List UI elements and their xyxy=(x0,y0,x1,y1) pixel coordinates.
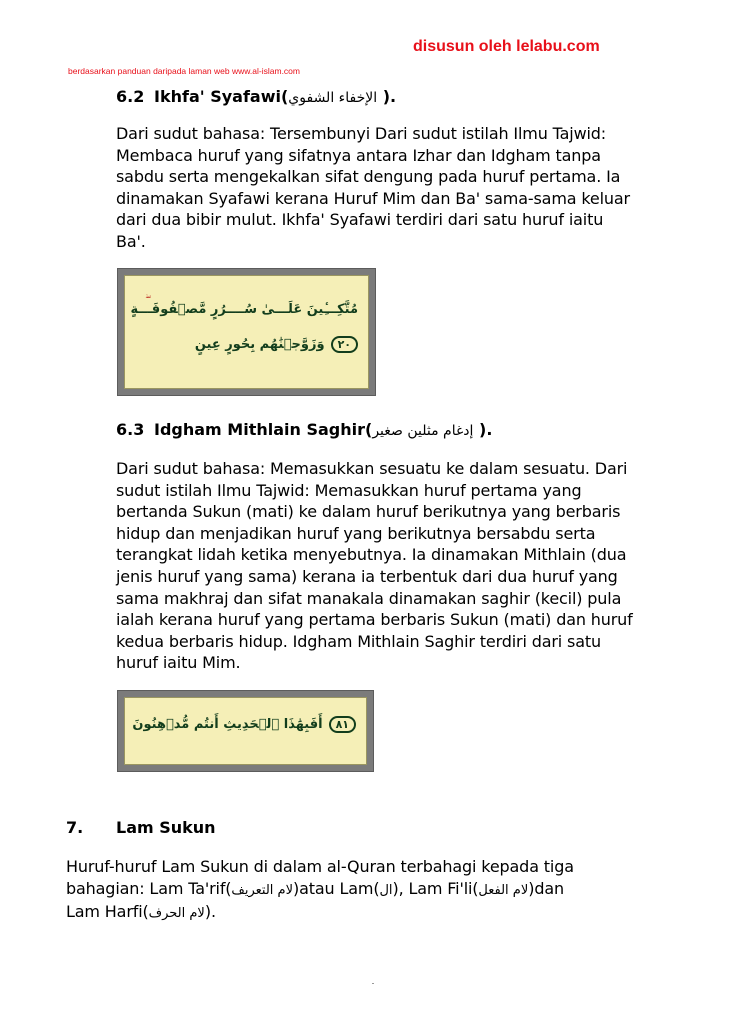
body-line: terangkat lidah ketika menyebutnya. Ia dinamakan Mithlain (dua xyxy=(116,545,627,565)
quran-verse-line: ٢٠وَزَوَّجۡنَٰهُم بِحُورٍ عِينٍ xyxy=(125,336,358,353)
credit-text: disusun oleh lelabu.com xyxy=(413,38,600,55)
section-title: Idgham Mithlain Saghir( xyxy=(154,420,373,439)
section-title-arabic: إدغام مثلين صغير xyxy=(372,423,474,439)
section-number: 6.3 xyxy=(116,420,145,439)
section-number: 7. xyxy=(66,818,84,837)
body-line: Ba'. xyxy=(116,231,146,251)
body-line: ialah kerana huruf yang pertama berbaris Sukun (mati) dan huruf xyxy=(116,610,633,630)
quran-verse-image-2 xyxy=(117,690,374,772)
body-line: Membaca huruf yang sifatnya antara Izhar dan Idgham tanpa xyxy=(116,145,601,165)
arabic-term: لام الفعل xyxy=(478,882,529,898)
section-6-3-heading xyxy=(116,420,492,439)
quran-verse-line: مُتَّكِـــِٔينَ عَلَـــىٰ سُــــرُرٍ مَّصۡفُوفَـــةٍ xyxy=(130,302,358,317)
section-7-body xyxy=(66,856,574,925)
body-line: Huruf-huruf Lam Sukun di dalam al-Quran terbahagi kepada tiga xyxy=(66,857,574,876)
body-line: dari dua bibir mulut. Ikhfa' Syafawi terdiri dari satu huruf iaitu xyxy=(116,210,604,230)
source-note: berdasarkan panduan daripada laman web www.al-islam.com xyxy=(68,66,300,76)
section-title: Ikhfa' Syafawi( xyxy=(154,87,289,106)
body-line: Lam Harfi(لام الحرف). xyxy=(66,902,216,922)
body-line: sabdu serta mengekalkan sifat dengung pada huruf pertama. Ia xyxy=(116,167,621,187)
section-title-close: ). xyxy=(377,87,397,106)
section-title: Lam Sukun xyxy=(116,818,216,837)
section-title-arabic: الإخفاء الشفوي xyxy=(288,90,378,106)
arabic-term: لام التعريف xyxy=(231,882,294,898)
body-line: huruf iaitu Mim. xyxy=(116,653,241,673)
arabic-term: ال xyxy=(379,882,393,898)
body-line: dinamakan Syafawi kerana Huruf Mim dan Ba' sama-sama keluar xyxy=(116,188,630,208)
verse-number: ٢٠ xyxy=(331,336,358,353)
section-6-2-body xyxy=(116,123,630,253)
body-line: jenis huruf yang sama) kerana ia terbentuk dari dua huruf yang xyxy=(116,566,618,586)
body-line: bahagian: Lam Ta'rif(لام التعريف)atau Lam(ال), Lam Fi'li(لام الفعل)dan xyxy=(66,878,564,898)
quran-verse-line: ٨١أَفَبِهَٰذَا ٱلۡحَدِيثِ أَنتُم مُّدۡهِنُونَ xyxy=(125,716,356,733)
body-line: sama makhraj dan sifat manakala dinamakan saghir (kecil) pula xyxy=(116,588,622,608)
body-line: hidup dan menjadikan huruf yang berikutnya bersabdu serta xyxy=(116,523,596,543)
verse-number: ٨١ xyxy=(329,716,356,733)
body-line: Dari sudut bahasa: Tersembunyi Dari sudut istilah Ilmu Tajwid: xyxy=(116,124,607,143)
section-7-heading xyxy=(66,818,216,837)
section-title-close: ). xyxy=(473,420,493,439)
body-line: sudut istilah Ilmu Tajwid: Memasukkan huruf pertama yang xyxy=(116,480,582,500)
section-number: 6.2 xyxy=(116,87,145,106)
body-line: bertanda Sukun (mati) ke dalam huruf berikutnya yang berbaris xyxy=(116,502,621,522)
arabic-term: لام الحرف xyxy=(148,906,205,922)
section-6-3-body xyxy=(116,458,633,674)
section-6-2-heading xyxy=(116,87,396,106)
body-line: Dari sudut bahasa: Memasukkan sesuatu ke dalam sesuatu. Dari xyxy=(116,459,628,478)
quran-verse-image-1 xyxy=(117,268,376,396)
page-mark xyxy=(372,983,374,984)
body-line: kedua berbaris hidup. Idgham Mithlain Saghir terdiri dari satu xyxy=(116,631,601,651)
